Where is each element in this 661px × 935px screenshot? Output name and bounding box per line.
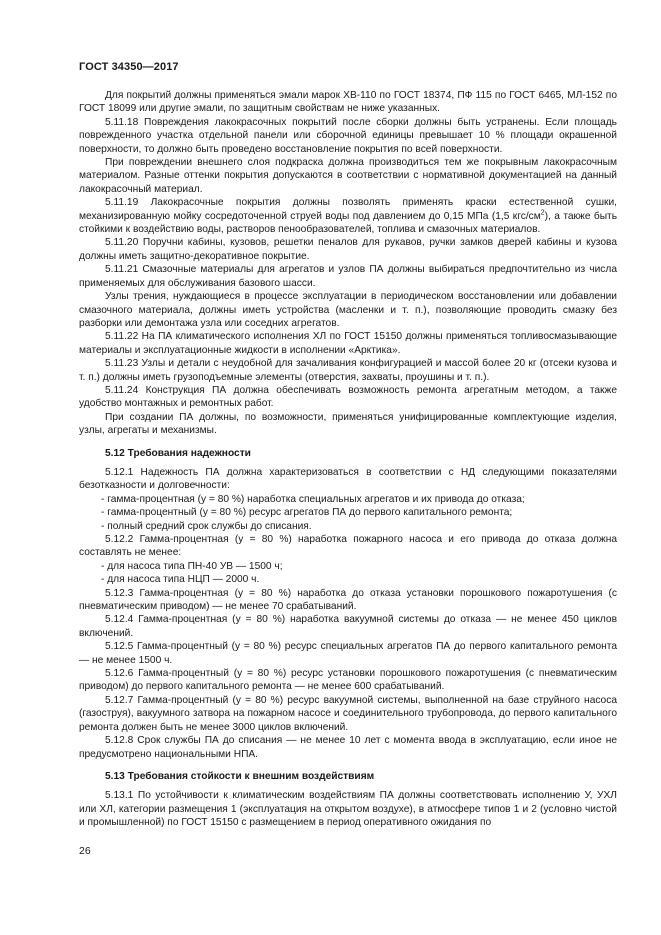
list-item: - гамма-процентный (у = 80 %) ресурс агрегатов ПА до первого капитального ремонта;: [101, 507, 513, 519]
section-heading: 5.13 Требования стойкости к внешним воздействиям: [105, 770, 375, 782]
superscript: 2: [540, 209, 545, 217]
list-item: - для насоса типа НЦП — 2000 ч.: [101, 574, 260, 586]
list-item: - для насоса типа ПН-40 УВ — 1500 ч;: [101, 560, 283, 572]
document-body: [79, 89, 617, 830]
paragraph: 5.11.20 Поручни кабины, кузовов, решетки пеналов для рукавов, ручки замков дверей кабины и кузова должны иметь защитно-декоративное покрытие.: [79, 237, 617, 262]
paragraph: [79, 196, 617, 236]
paragraph: 5.12.5 Гамма-процентный (у = 80 %) ресурс специальных агрегатов ПА до первого капитального ремонта — не менее 1500 ч.: [79, 641, 617, 666]
page-number: 26: [79, 845, 91, 857]
paragraph: 5.12.8 Срок службы ПА до списания — не менее 10 лет с момента ввода в эксплуатацию, если иное не предусмотрено национальными НПА.: [79, 735, 617, 760]
paragraph: При повреждении внешнего слоя подкраска должна производиться тем же покрывным лакокрасочным материалом. Разные оттенки покрытия допускаются в соответствии с нормативной документацией на данный лакокрасочный материал.: [79, 157, 617, 195]
paragraph-text: ), а также быть стойкими к воздействию воды, растворов пенообразователей, топлива и смазочных материалов.: [79, 210, 618, 236]
paragraph: Узлы трения, нуждающиеся в процессе эксплуатации в периодическом восстановлении или добавлении смазочного материала, должны иметь устройства (масленки и т. п.), позволяющие проводить смазку без разборки или демонтажа узла или соседних агрегатов.: [79, 291, 617, 329]
paragraph: 5.12.2 Гамма-процентная (у = 80 %) наработка пожарного насоса и его привода до отказа должна составлять не менее:: [79, 534, 617, 559]
paragraph: 5.12.4 Гамма-процентная (у = 80 %) наработка вакуумной системы до отказа — не менее 450 циклов включений.: [79, 614, 617, 639]
paragraph: Для покрытий должны применяться эмали марок ХВ-110 по ГОСТ 18374, ПФ 115 по ГОСТ 6465, МЛ-152 по ГОСТ 18099 или другие эмали, по защитным свойствам не ниже указанных.: [79, 90, 617, 115]
paragraph: 5.11.24 Конструкция ПА должна обеспечивать возможность ремонта агрегатным методом, а также удобство монтажных и ремонтных работ.: [79, 384, 617, 410]
paragraph: 5.11.18 Повреждения лакокрасочных покрытий после сборки должны быть устранены. Если площадь поврежденного участка отдельной панели или сборочной единицы превышает 10 % площади окрашенной поверхности, то должно быть проведено восстановление покрытия по всей поверхности.: [79, 116, 617, 155]
list-item: - гамма-процентная (у = 80 %) наработка специальных агрегатов и их привода до отказа;: [101, 493, 525, 505]
paragraph: 5.12.3 Гамма-процентная (у = 80 %) наработка до отказа установки порошкового пожаротушения (с пневматическим приводом) — не менее 70 срабатываний.: [79, 587, 617, 613]
paragraph: 5.12.1 Надежность ПА должна характеризоваться в соответствии с НД следующими показателями безотказности и долговечности:: [79, 466, 617, 492]
paragraph-text: 5.11.19 Лакокрасочные покрытия должны позволять применять краски естественной сушки, механизированную мойку сосредоточенной струей воды под давлением до 0,15 МПа (1,5 кгс/см: [79, 197, 617, 222]
paragraph: 5.11.21 Смазочные материалы для агрегатов и узлов ПА должны выбираться предпочтительно из числа применяемых для обслуживания базового шасси.: [79, 264, 617, 289]
paragraph: 5.13.1 По устойчивости к климатическим воздействиям ПА должны соответствовать исполнению У, УХЛ или ХЛ, категории размещения 1 (эксплуатация на открытом воздухе), в атмосфере типов 1 и 2 (условно чистой и промышленной) по ГОСТ 15150 с размещением в период оперативного ожидания по: [79, 790, 617, 829]
list-item: - полный средний срок службы до списания.: [101, 520, 312, 532]
paragraph: 5.11.23 Узлы и детали с неудобной для зачаливания конфигурацией и массой более 20 кг (отсеки кузова и т. п.) должны иметь грузоподъемные элементы (отверстия, захваты, проушины и т. п.).: [79, 358, 617, 383]
document-header: ГОСТ 34350—2017: [79, 61, 179, 73]
paragraph: 5.12.6 Гамма-процентный (у = 80 %) ресурс установки порошкового пожаротушения (с пневматическим приводом) до первого капитального ремонта — не менее 600 срабатываний.: [79, 668, 617, 693]
section-heading: 5.12 Требования надежности: [105, 447, 251, 459]
paragraph: При создании ПА должны, по возможности, применяться унифицированные комплектующие изделия, узлы, агрегаты и механизмы.: [79, 411, 617, 437]
paragraph: 5.12.7 Гамма-процентный (у = 80 %) ресурс вакуумной системы, выполненной на базе струйного насоса (газоструя), вакуумного затвора на пожарном насосе и соединительного трубопровода, до первого капитального ремонта должен быть не менее 3000 циклов включений.: [79, 694, 617, 733]
paragraph: 5.11.22 На ПА климатического исполнения ХЛ по ГОСТ 15150 должны применяться топливосмазывающие материалы и эксплуатационные жидкости в исполнении «Арктика».: [79, 331, 617, 356]
